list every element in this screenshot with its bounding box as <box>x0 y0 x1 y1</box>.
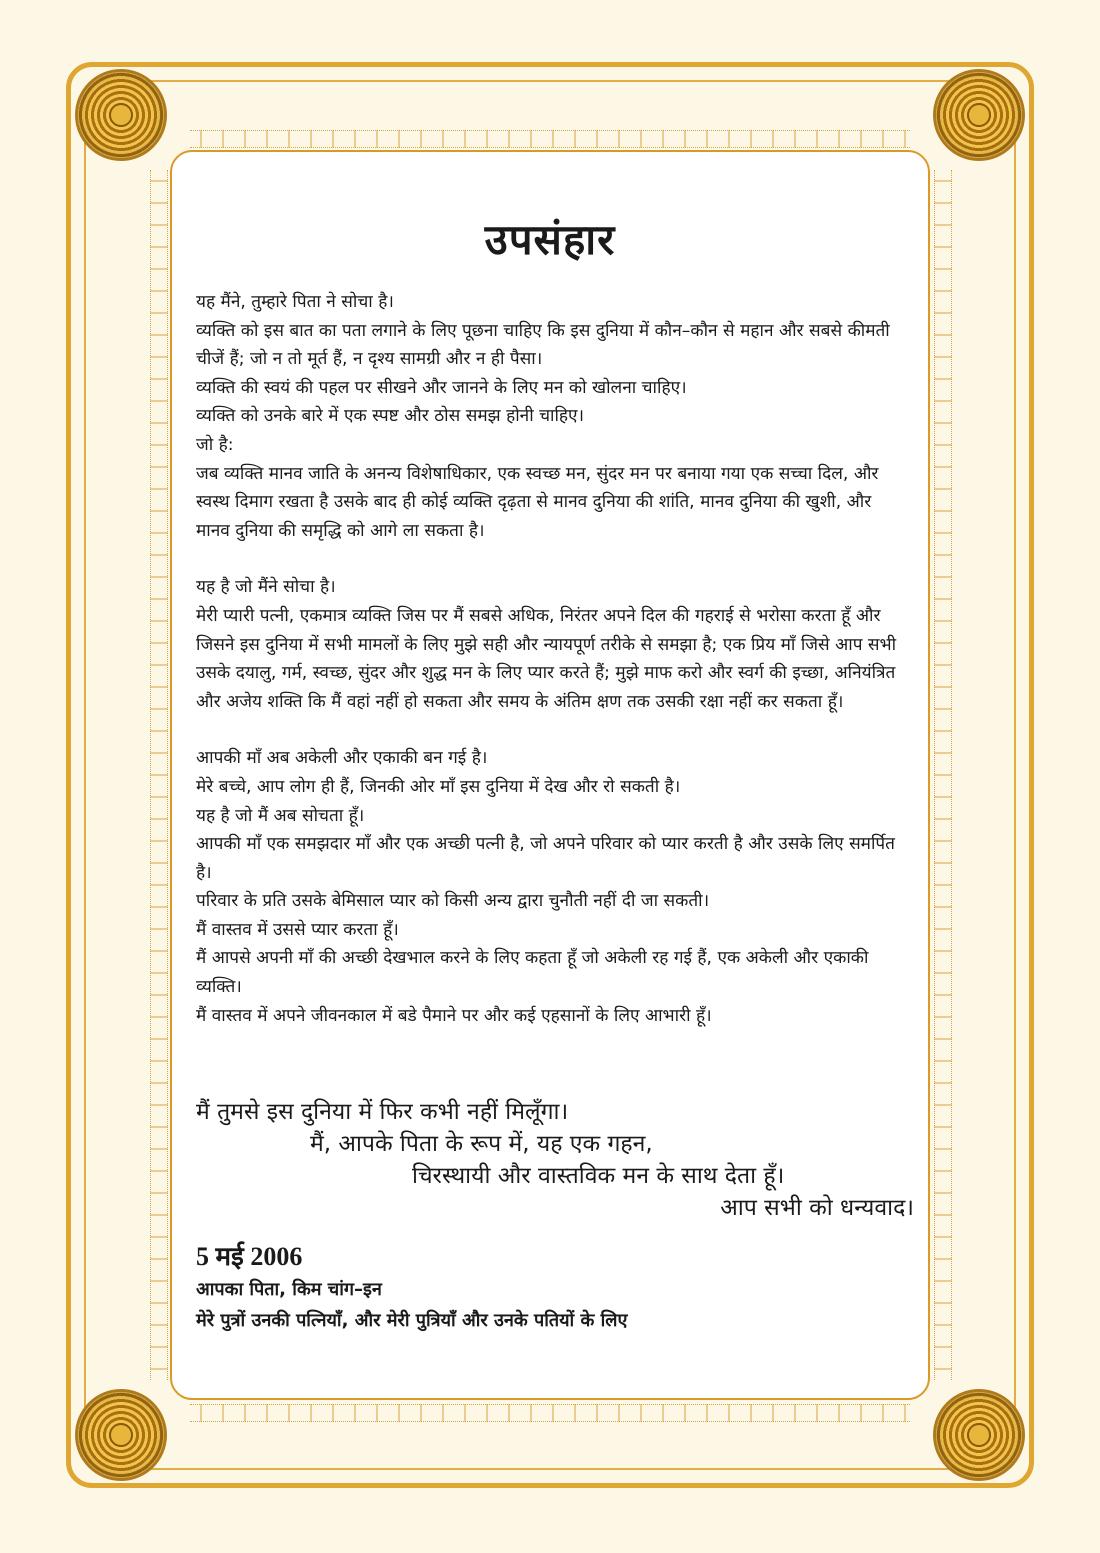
top-vine-ornament <box>190 130 910 148</box>
top-left-medallion-icon <box>78 72 164 158</box>
body-line: मैं वास्तव में उससे प्यार करता हूँ। <box>196 919 399 940</box>
recipient-line: मेरे पुत्रों उनकी पत्नियाँ, और मेरी पुत्रियाँ और उनके पतियों के लिए <box>196 1310 628 1331</box>
poem-line: मैं तुमसे इस दुनिया में फिर कभी नहीं मिलूँगा। <box>196 1099 569 1125</box>
body-line: आपकी माँ एक समझदार माँ और एक अच्छी पत्नी है, जो अपने परिवार को प्यार करती है और उसके लिए समर्पित है। <box>196 834 895 883</box>
body-line: मैं वास्तव में अपने जीवनकाल में बडे पैमाने पर और कई एहसानों के लिए आभारी हूँ। <box>196 1005 712 1026</box>
page-title: उपसंहार <box>484 215 616 264</box>
body-line: जब व्यक्ति मानव जाति के अनन्य विशेषाधिकार, एक स्वच्छ मन, सुंदर मन पर बनाया गया एक सच्चा दिल, और स्वस्थ दिमाग रखता है उसके बाद ही कोई व्यक्ति दृढ़ता से मानव दुनिया की शांति, मानव दुनिया की खुशी, और मानव दुनिया की समृद्धि को आगे ला सकता है। <box>196 463 879 541</box>
body-line: यह है जो मैंने सोचा है। <box>196 577 336 598</box>
poem-line: चिरस्थायी और वास्तविक मन के साथ देता हूँ। <box>412 1163 785 1189</box>
right-vine-ornament <box>934 170 952 1380</box>
body-line: व्यक्ति की स्वयं की पहल पर सीखने और जानने के लिए मन को खोलना चाहिए। <box>196 377 687 398</box>
signature-block <box>196 1240 908 1336</box>
body-line: परिवार के प्रति उसके बेमिसाल प्यार को किसी अन्य द्वारा चुनौती नहीं दी जा सकती। <box>196 891 710 912</box>
poem-line: मैं, आपके पिता के रूप में, यह एक गहन, <box>310 1131 653 1157</box>
body-line: यह मैंने, तुम्हारे पिता ने सोचा है। <box>196 292 394 312</box>
paragraph-spacer <box>196 545 908 573</box>
body-line: मेरी प्यारी पत्नी, एकमात्र व्यक्ति जिस पर मैं सबसे अधिक, निरंतर अपने दिल की गहराई से भरोसा करता हूँ और जिसने इस दुनिया में सभी मामलों के लिए मुझे सही और न्यायपूर्ण तरीके से समझा है; एक प्रिय माँ जिसे आप सभी उसके दयालु, गर्म, स्वच्छ, सुंदर और शुद्ध मन के लिए प्यार करते हैं; मुझे माफ करो और स्वर्ग की इच्छा, अनियंत्रित और अजेय शक्ति कि मैं वहां नहीं हो सकता और समय के अंतिम क्षण तक उसकी रक्षा नहीं कर सकता हूँ। <box>196 605 897 712</box>
body-line: जो है: <box>196 434 234 455</box>
bottom-right-medallion-icon <box>936 1392 1022 1478</box>
body-line: यह है जो मैं अब सोचता हूँ। <box>196 805 365 826</box>
closing-poem <box>196 1096 920 1224</box>
letter-body <box>196 288 908 1030</box>
left-vine-ornament <box>150 170 168 1380</box>
paragraph-2 <box>196 573 908 716</box>
body-line: आपकी माँ अब अकेली और एकाकी बन गई है। <box>196 748 488 769</box>
body-line: मैं आपसे अपनी माँ की अच्छी देखभाल करने के लिए कहता हूँ जो अकेली रह गई हैं, एक अकेली और एकाकी व्यक्ति। <box>196 948 869 998</box>
sender-line: आपका पिता, किम चांग–इन <box>196 1279 382 1300</box>
paragraph-1 <box>196 288 908 545</box>
paragraph-spacer <box>196 716 908 744</box>
bottom-vine-ornament <box>190 1404 910 1422</box>
body-line: व्यक्ति को इस बात का पता लगाने के लिए पूछना चाहिए कि इस दुनिया में कौन–कौन से महान और सबसे कीमती चीजें हैं; जो न तो मूर्त हैं, न दृश्य सामग्री और न ही पैसा। <box>196 320 890 370</box>
letter-date: 5 मई 2006 <box>196 1242 303 1271</box>
top-right-medallion-icon <box>936 72 1022 158</box>
poem-line: आप सभी को धन्यवाद। <box>720 1195 914 1221</box>
bottom-left-medallion-icon <box>78 1392 164 1478</box>
body-line: मेरे बच्चे, आप लोग ही हैं, जिनकी ओर माँ इस दुनिया में देख और रो सकती है। <box>196 776 681 797</box>
body-line: व्यक्ति को उनके बारे में एक स्पष्ट और ठोस समझ होनी चाहिए। <box>196 406 585 427</box>
paragraph-3 <box>196 744 908 1030</box>
